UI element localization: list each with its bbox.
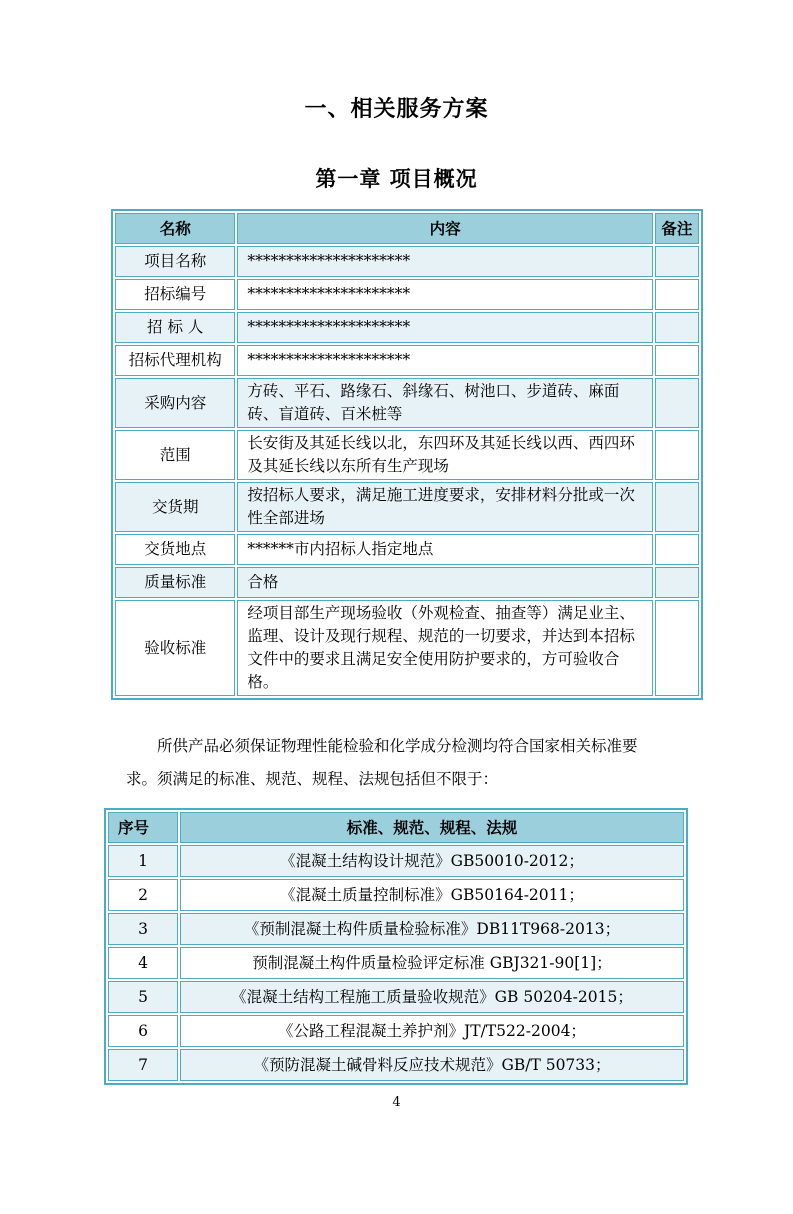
field-name: 交货期: [115, 482, 235, 532]
table-header-row: [108, 812, 684, 843]
header-remark: 备注: [655, 213, 699, 244]
field-content: 长安街及其延长线以北，东四环及其延长线以西、西四环及其延长线以东所有生产现场: [237, 430, 652, 480]
document-page: [0, 92, 793, 1214]
header-content: 内容: [237, 213, 652, 244]
page-number: 4: [392, 1095, 401, 1110]
remark-cell: [655, 534, 699, 565]
table-header-row: [115, 213, 699, 244]
document-title: 一、相关服务方案: [304, 96, 489, 122]
standard-no: 2: [108, 879, 178, 911]
chapter-title: 第一章 项目概况: [315, 166, 478, 191]
remark-cell: [655, 378, 699, 428]
table-row: [108, 981, 684, 1013]
table-row: [108, 845, 684, 877]
field-name: 招标代理机构: [115, 345, 235, 376]
field-name: 采购内容: [115, 378, 235, 428]
remark-cell: [655, 482, 699, 532]
project-overview-table: [111, 209, 703, 700]
standard-name: 《预防混凝土碱骨料反应技术规范》GB/T 50733；: [180, 1049, 684, 1081]
intro-paragraph: 所供产品必须保证物理性能检验和化学成分检测均符合国家相关标准要求。须满足的标准、规范、规程、法规包括但不限于：: [126, 737, 638, 788]
table-row: [115, 482, 699, 532]
table-row: [108, 1015, 684, 1047]
field-content: ******市内招标人指定地点: [237, 534, 652, 565]
table-row: [115, 567, 699, 598]
field-content: 经项目部生产现场验收（外观检查、抽查等）满足业主、监理、设计及现行规程、规范的一切要求，并达到本招标文件中的要求且满足安全使用防护要求的，方可验收合格。: [237, 600, 652, 696]
table-row: [108, 1049, 684, 1081]
standard-name: 预制混凝土构件质量检验评定标准 GBJ321-90[1]；: [180, 947, 684, 979]
table-row: [115, 600, 699, 696]
standards-table: [104, 808, 688, 1085]
table-row: [115, 378, 699, 428]
header-name: 名称: [115, 213, 235, 244]
remark-cell: [655, 430, 699, 480]
field-content: *********************: [237, 279, 652, 310]
field-content: 方砖、平石、路缘石、斜缘石、树池口、步道砖、麻面砖、盲道砖、百米桩等: [237, 378, 652, 428]
table-row: [108, 879, 684, 911]
field-name: 质量标准: [115, 567, 235, 598]
remark-cell: [655, 567, 699, 598]
field-name: 交货地点: [115, 534, 235, 565]
standard-name: 《公路工程混凝土养护剂》JT/T522-2004；: [180, 1015, 684, 1047]
field-content: 合格: [237, 567, 652, 598]
field-content: *********************: [237, 246, 652, 277]
standard-no: 4: [108, 947, 178, 979]
standard-name: 《混凝土结构工程施工质量验收规范》GB 50204-2015；: [180, 981, 684, 1013]
standard-no: 6: [108, 1015, 178, 1047]
table-row: [115, 430, 699, 480]
field-content: *********************: [237, 312, 652, 343]
field-content: 按招标人要求，满足施工进度要求，安排材料分批或一次性全部进场: [237, 482, 652, 532]
table-row: [108, 947, 684, 979]
standard-no: 5: [108, 981, 178, 1013]
field-name: 招标编号: [115, 279, 235, 310]
remark-cell: [655, 345, 699, 376]
header-standard: 标准、规范、规程、法规: [180, 812, 684, 843]
remark-cell: [655, 600, 699, 696]
remark-cell: [655, 279, 699, 310]
field-content: *********************: [237, 345, 652, 376]
table-row: [115, 312, 699, 343]
field-name: 验收标准: [115, 600, 235, 696]
remark-cell: [655, 312, 699, 343]
field-name: 范围: [115, 430, 235, 480]
table-row: [115, 345, 699, 376]
header-no: 序号: [108, 812, 178, 843]
standard-no: 1: [108, 845, 178, 877]
table-row: [115, 534, 699, 565]
standard-name: 《混凝土结构设计规范》GB50010-2012；: [180, 845, 684, 877]
standard-no: 3: [108, 913, 178, 945]
standard-name: 《预制混凝土构件质量检验标准》DB11T968-2013；: [180, 913, 684, 945]
remark-cell: [655, 246, 699, 277]
field-name: 招 标 人: [115, 312, 235, 343]
standard-name: 《混凝土质量控制标准》GB50164-2011；: [180, 879, 684, 911]
table-row: [108, 913, 684, 945]
table-row: [115, 279, 699, 310]
field-name: 项目名称: [115, 246, 235, 277]
standard-no: 7: [108, 1049, 178, 1081]
table-row: [115, 246, 699, 277]
